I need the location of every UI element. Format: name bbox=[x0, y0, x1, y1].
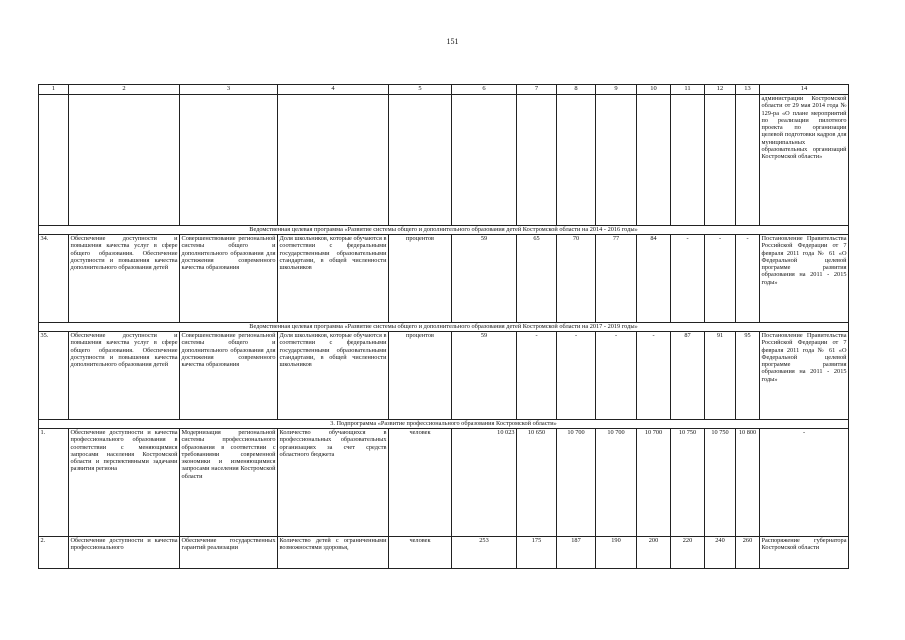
section-row bbox=[39, 420, 849, 429]
header-cell: 8 bbox=[557, 85, 596, 95]
value-cell: 190 bbox=[596, 537, 637, 569]
value-cell: 10 650 bbox=[517, 429, 557, 537]
indicator-cell: Количество детей с ограниченными возможностями здоровья, bbox=[278, 537, 389, 569]
value-cell: - bbox=[637, 332, 671, 420]
value-cell: 200 bbox=[637, 537, 671, 569]
document-cell: Постановление Правительства Российской Федерации от 7 февраля 2011 года № 61 «О Федеральной целевой программе развития образования на 2011 - 2015 годы» bbox=[760, 235, 849, 323]
header-cell: 9 bbox=[596, 85, 637, 95]
document-cell: Постановление Правительства Российской Федерации от 7 февраля 2011 года № 61 «О Федеральной целевой программе развития образования на 2011 - 2015 годы» bbox=[760, 332, 849, 420]
page-number: 151 bbox=[446, 37, 459, 46]
header-row bbox=[39, 85, 849, 95]
header-cell: 12 bbox=[705, 85, 736, 95]
row-number: 1. bbox=[39, 429, 69, 537]
value-cell: 187 bbox=[557, 537, 596, 569]
goal-cell: Обеспечение доступности и качества профессионального bbox=[69, 537, 180, 569]
value-cell: 59 bbox=[452, 332, 517, 420]
header-cell: 10 bbox=[637, 85, 671, 95]
header-cell: 6 bbox=[452, 85, 517, 95]
document-cell: - bbox=[760, 429, 849, 537]
goal-cell: Обеспечение доступности и качества профессионального образования в соответствии с меняющимися запросами населения Костромской области и перспективными задачами развития региона bbox=[69, 429, 180, 537]
table-row bbox=[39, 429, 849, 537]
value-cell: 10 700 bbox=[596, 429, 637, 537]
value-cell: - bbox=[557, 332, 596, 420]
section-row bbox=[39, 323, 849, 332]
header-cell: 2 bbox=[69, 85, 180, 95]
section-title: Ведомственная целевая программа «Развитие системы общего и дополнительного образования детей Костромской области на 2014 - 2016 годы» bbox=[39, 226, 849, 235]
value-cell: - bbox=[517, 332, 557, 420]
value-cell: - bbox=[736, 235, 760, 323]
task-cell: Обеспечение государственных гарантий реализации bbox=[180, 537, 278, 569]
header-cell: 7 bbox=[517, 85, 557, 95]
value-cell: 10 750 bbox=[671, 429, 705, 537]
table-row bbox=[39, 332, 849, 420]
row-number: 35. bbox=[39, 332, 69, 420]
header-cell: 3 bbox=[180, 85, 278, 95]
value-cell: 220 bbox=[671, 537, 705, 569]
value-cell: 84 bbox=[637, 235, 671, 323]
value-cell: - bbox=[596, 332, 637, 420]
unit-cell: человек bbox=[389, 537, 452, 569]
task-cell: Совершенствование региональной системы общего и дополнительного образования для достижения современного качества образования bbox=[180, 235, 278, 323]
value-cell: 59 bbox=[452, 235, 517, 323]
value-cell: 70 bbox=[557, 235, 596, 323]
header-cell: 5 bbox=[389, 85, 452, 95]
indicators-table bbox=[38, 84, 849, 569]
value-cell: 87 bbox=[671, 332, 705, 420]
section-row bbox=[39, 226, 849, 235]
value-cell: 95 bbox=[736, 332, 760, 420]
header-cell: 14 bbox=[760, 85, 849, 95]
row-number: 34. bbox=[39, 235, 69, 323]
value-cell: 77 bbox=[596, 235, 637, 323]
value-cell: 10 800 bbox=[736, 429, 760, 537]
indicator-cell: Доля школьников, которые обучаются в соответствии с федеральными государственными образовательными стандартами, в общей численности школьников bbox=[278, 235, 389, 323]
unit-cell: процентов bbox=[389, 332, 452, 420]
goal-cell: Обеспечение доступности и повышения качества услуг в сфере общего образования. Обеспечение доступности и повышения качества дополнительного образования детей bbox=[69, 332, 180, 420]
table-row bbox=[39, 537, 849, 569]
value-cell: 10 700 bbox=[637, 429, 671, 537]
value-cell: 253 bbox=[452, 537, 517, 569]
header-cell: 11 bbox=[671, 85, 705, 95]
value-cell: 240 bbox=[705, 537, 736, 569]
value-cell: 175 bbox=[517, 537, 557, 569]
row-number: 2. bbox=[39, 537, 69, 569]
header-cell: 13 bbox=[736, 85, 760, 95]
section-title: 3. Подпрограмма «Развитие профессионального образования Костромской области» bbox=[39, 420, 849, 429]
goal-cell: Обеспечение доступности и повышения качества услуг в сфере общего образования. Обеспечение доступности и повышения качества дополнительного образования детей bbox=[69, 235, 180, 323]
table-row-continued bbox=[39, 95, 849, 226]
value-cell: 260 bbox=[736, 537, 760, 569]
unit-cell: человек bbox=[389, 429, 452, 537]
task-cell: Совершенствование региональной системы общего и дополнительного образования для достижения современного качества образования bbox=[180, 332, 278, 420]
document-cell: администрации Костромской области от 29 мая 2014 года № 129-ра «О плане мероприятий по реализации пилотного проекта по организации целевой подготовки кадров для муниципальных образовательных организаций Костромской области» bbox=[760, 95, 849, 226]
value-cell: - bbox=[705, 235, 736, 323]
value-cell: - bbox=[671, 235, 705, 323]
value-cell: 10 750 bbox=[705, 429, 736, 537]
indicator-cell: Количество обучающихся в профессиональных образовательных организациях за счет средств областного бюджета bbox=[278, 429, 389, 537]
indicator-cell: Доля школьников, которые обучаются в соответствии с федеральными государственными образовательными стандартами, в общей численности школьников bbox=[278, 332, 389, 420]
value-cell: 10 700 bbox=[557, 429, 596, 537]
header-cell: 4 bbox=[278, 85, 389, 95]
value-cell: 65 bbox=[517, 235, 557, 323]
value-cell: 91 bbox=[705, 332, 736, 420]
header-cell: 1 bbox=[39, 85, 69, 95]
document-cell: Распоряжение губернатора Костромской области bbox=[760, 537, 849, 569]
value-cell: 10 023 bbox=[452, 429, 517, 537]
section-title: Ведомственная целевая программа «Развитие системы общего и дополнительного образования детей Костромской области на 2017 - 2019 годы» bbox=[39, 323, 849, 332]
task-cell: Модернизация региональной системы профессионального образования в соответствии с требованиями современной экономики и изменяющимися запросами населения Костромской области bbox=[180, 429, 278, 537]
table-row bbox=[39, 235, 849, 323]
unit-cell: процентов bbox=[389, 235, 452, 323]
